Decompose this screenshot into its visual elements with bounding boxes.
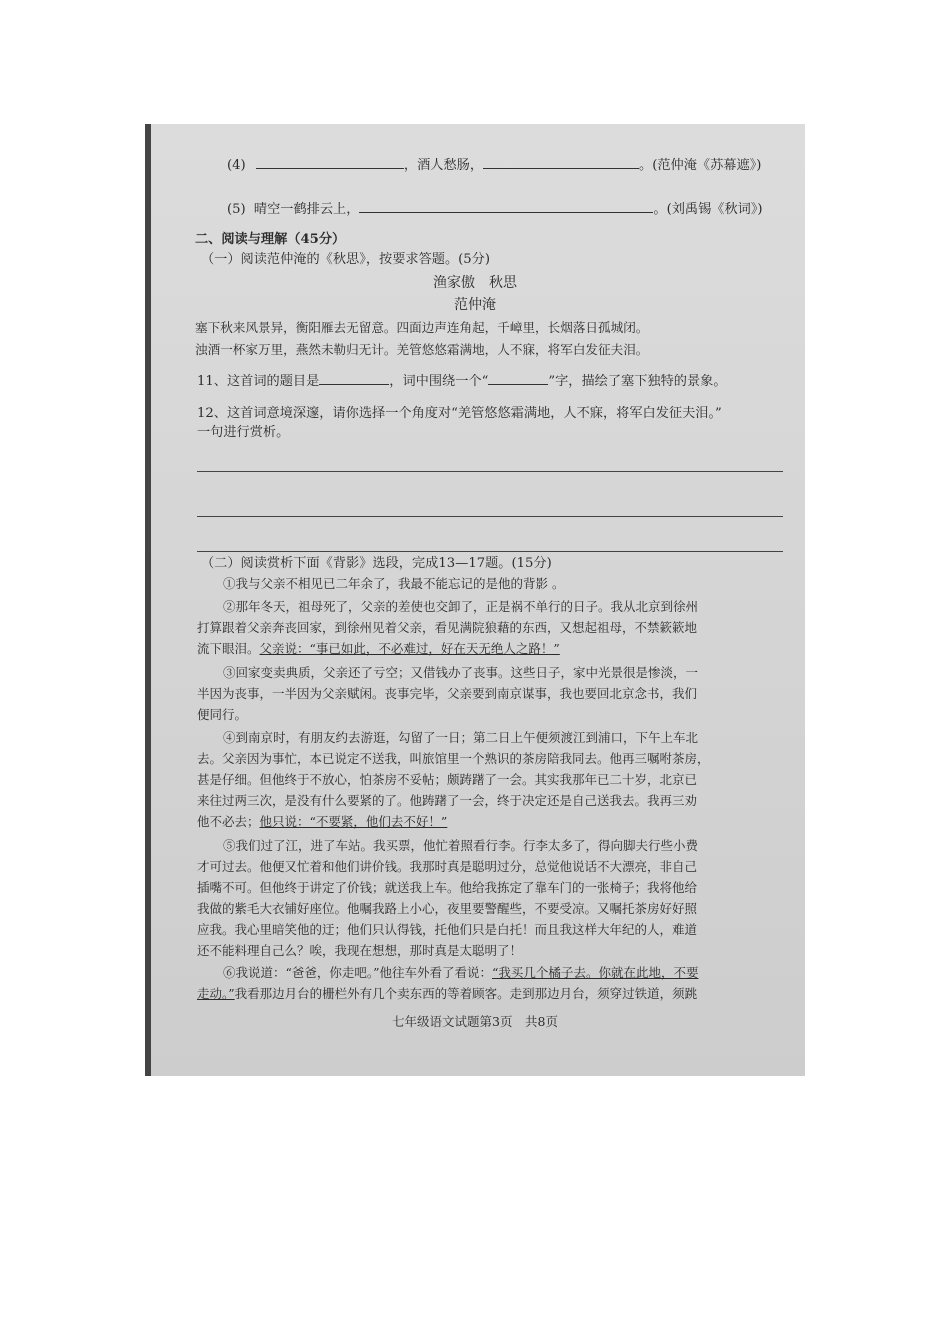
passage-line: 来往过两三次，是没有什么要紧的了。他踌躇了一会，终于决定还是自己送我去。我再三劝 <box>197 793 698 808</box>
poem-author: 范仲淹 <box>454 297 496 313</box>
part-2-intro: （二）阅读赏析下面《背影》选段，完成13—17题。(15分) <box>201 556 552 571</box>
page-footer: 七年级语文试题第3页 共8页 <box>392 1014 558 1029</box>
passage-line: ①我与父亲不相见已二年余了，我最不能忘记的是他的背影 。 <box>223 576 565 591</box>
underlined-sentence: 他只说：“不要紧，他们去不好！” <box>259 814 448 829</box>
poem-title: 渔家傲 秋思 <box>433 275 517 291</box>
passage-line: 还不能料理自己么？唉，我现在想想，那时真是太聪明了！ <box>197 943 523 958</box>
underlined-sentence: 走动。” <box>197 986 235 1001</box>
question-12-cont: 一句进行赏析。 <box>197 425 290 440</box>
underlined-sentence: “我买几个橘子去。你就在此地，不要 <box>492 965 699 980</box>
passage-line: ③回家变卖典质，父亲还了亏空；又借钱办了丧事。这些日子，家中光景很是惨淡，一 <box>223 665 699 680</box>
answer-line[interactable] <box>197 471 783 472</box>
answer-blank[interactable] <box>256 156 404 169</box>
passage-line: 打算跟着父亲奔丧回家，到徐州见着父亲，看见满院狼藉的东西，又想起祖母，不禁簌簌地 <box>197 620 698 635</box>
passage-line: ②那年冬天，祖母死了，父亲的差使也交卸了，正是祸不单行的日子。我从北京到徐州 <box>223 599 699 614</box>
answer-blank[interactable] <box>359 200 653 213</box>
exam-paper-photo <box>145 124 805 1076</box>
answer-blank[interactable] <box>319 372 389 385</box>
passage-line: 走动。”我看那边月台的栅栏外有几个卖东西的等着顾客。走到那边月台，须穿过铁道，须跳 <box>197 986 698 1001</box>
passage-line: 去。父亲因为事忙，本已说定不送我，叫旅馆里一个熟识的茶房陪我同去。他再三嘱咐茶房， <box>197 751 710 766</box>
passage-line: 插嘴不可。但他终于讲定了价钱；就送我上车。他给我拣定了靠车门的一张椅子；我将他给 <box>197 880 698 895</box>
passage-line: 便同行。 <box>197 707 248 722</box>
section-heading: 二、阅读与理解（45分） <box>195 232 346 247</box>
question-5: (5) 晴空一鹤排云上， 。(刘禹锡《秋词》) <box>227 202 763 217</box>
passage-line: ④到南京时，有朋友约去游逛，勾留了一日；第二日上午便须渡江到浦口，下午上车北 <box>223 730 699 745</box>
passage-line: ⑥我说道：“爸爸，你走吧。”他往车外看了看说：“我买几个橘子去。你就在此地，不要 <box>223 965 699 980</box>
part-1-intro: （一）阅读范仲淹的《秋思》，按要求答题。(5分) <box>201 252 491 267</box>
poem-line: 浊酒一杯家万里，燕然未勒归无计。羌管悠悠霜满地，人不寐，将军白发征夫泪。 <box>195 342 649 357</box>
passage-line: 他不必去；他只说：“不要紧，他们去不好！” <box>197 814 448 829</box>
passage-line: 应我。我心里暗笑他的迂；他们只认得钱，托他们只是白托！而且我这样大年纪的人，难道 <box>197 922 698 937</box>
question-4: (4) ，酒人愁肠， 。(范仲淹《苏幕遮》) <box>227 158 762 173</box>
passage-line: 甚是仔细。但他终于不放心，怕茶房不妥帖；颇踌躇了一会。其实我那年已二十岁，北京已 <box>197 772 698 787</box>
answer-line[interactable] <box>197 551 783 552</box>
question-11: 11、这首词的题目是 ，词中围绕一个“ ”字，描绘了塞下独特的景象。 <box>197 374 727 389</box>
answer-blank[interactable] <box>488 372 548 385</box>
underlined-sentence: 父亲说：“事已如此，不必难过，好在天无绝人之路！” <box>259 641 560 656</box>
passage-line: 我做的紫毛大衣铺好座位。他嘱我路上小心，夜里要警醒些，不要受凉。又嘱托茶房好好照 <box>197 901 698 916</box>
poem-line: 塞下秋来风景异，衡阳雁去无留意。四面边声连角起，千嶂里，长烟落日孤城闭。 <box>195 320 649 335</box>
passage-line: 才可过去。他便又忙着和他们讲价钱。我那时真是聪明过分，总觉他说话不大漂亮，非自己 <box>197 859 698 874</box>
passage-line: ⑤我们过了江，进了车站。我买票，他忙着照看行李。行李太多了，得向脚夫行些小费 <box>223 838 699 853</box>
answer-line[interactable] <box>197 516 783 517</box>
passage-line: 流下眼泪。父亲说：“事已如此，不必难过，好在天无绝人之路！” <box>197 641 560 656</box>
answer-blank[interactable] <box>483 156 639 169</box>
passage-line: 半因为丧事，一半因为父亲赋闲。丧事完毕，父亲要到南京谋事，我也要回北京念书，我们 <box>197 686 698 701</box>
question-12: 12、这首词意境深邃，请你选择一个角度对“羌管悠悠霜满地，人不寐，将军白发征夫泪。” <box>197 406 722 421</box>
